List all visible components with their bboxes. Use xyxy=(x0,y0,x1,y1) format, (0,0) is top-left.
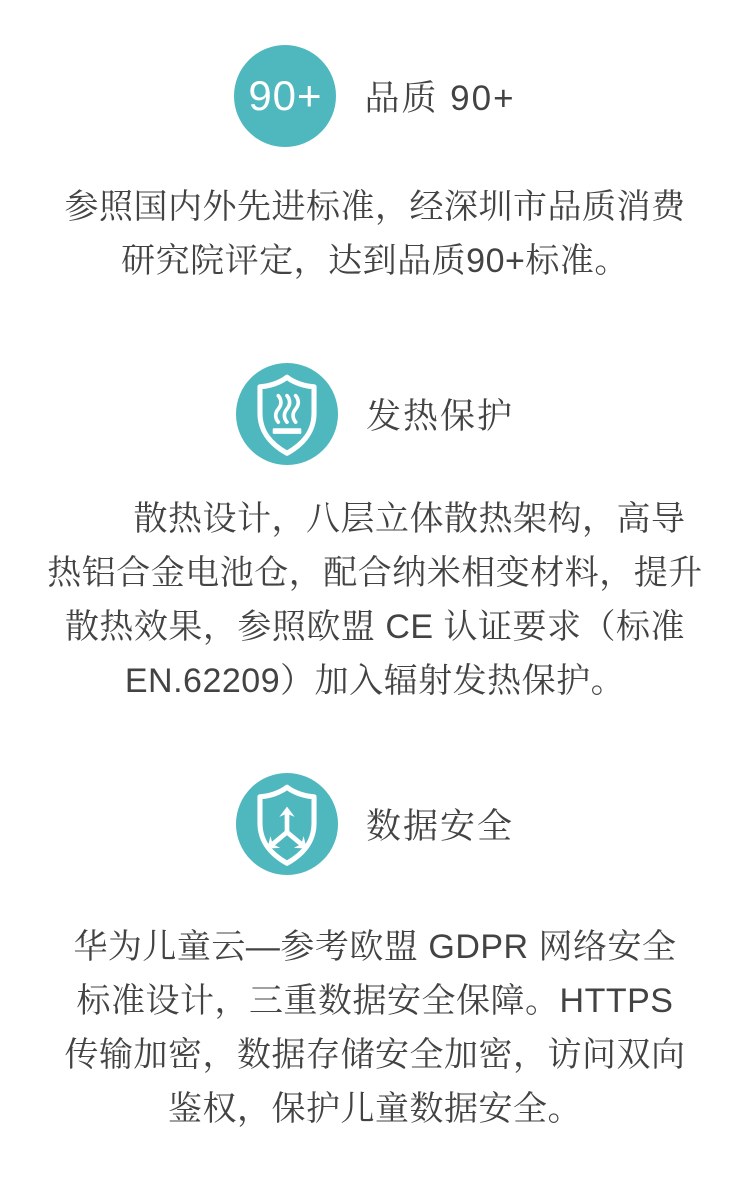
data-security-title: 数据安全 xyxy=(365,807,514,846)
heat-protection-description xyxy=(0,492,750,708)
quality-description-line: 参照国内外先进标准，经深圳市品质消费 xyxy=(64,188,686,226)
data-security-description-line: 鉴权，保护儿童数据安全。 xyxy=(168,1090,582,1128)
shield-heat-waves-icon xyxy=(236,363,338,465)
quality-description-line: 研究院评定，达到品质90+标准。 xyxy=(121,242,629,280)
data-security-description-line: 华为儿童云—参考欧盟 GDPR 网络安全 xyxy=(73,928,677,966)
quality-header xyxy=(0,45,750,147)
shield-share-arrows-icon xyxy=(236,773,338,875)
data-security-description-line: 传输加密，数据存储安全加密，访问双向 xyxy=(64,1036,686,1074)
quality-90plus-badge xyxy=(234,45,336,147)
heat-protection-description-line: 散热设计，八层立体散热架构，高导 xyxy=(64,500,686,538)
section-quality-90plus xyxy=(0,45,750,288)
heat-protection-title: 发热保护 xyxy=(365,397,514,436)
quality-title: 品质 90+ xyxy=(364,79,516,118)
section-heat-protection xyxy=(0,363,750,708)
data-security-description-line: 标准设计，三重数据安全保障。HTTPS xyxy=(76,982,674,1020)
heat-protection-header xyxy=(0,363,750,465)
heat-protection-description-line: 散热效果，参照欧盟 CE 认证要求（标准 xyxy=(64,608,686,646)
section-data-security xyxy=(0,773,750,1136)
quality-description xyxy=(0,180,750,288)
data-security-description xyxy=(0,920,750,1136)
heat-protection-description-line: 热铝合金电池仓，配合纳米相变材料，提升 xyxy=(47,554,703,592)
heat-protection-description-line: EN.62209）加入辐射发热保护。 xyxy=(124,662,626,700)
badge-90plus-text: 90+ xyxy=(248,72,323,119)
data-security-header xyxy=(0,773,750,875)
